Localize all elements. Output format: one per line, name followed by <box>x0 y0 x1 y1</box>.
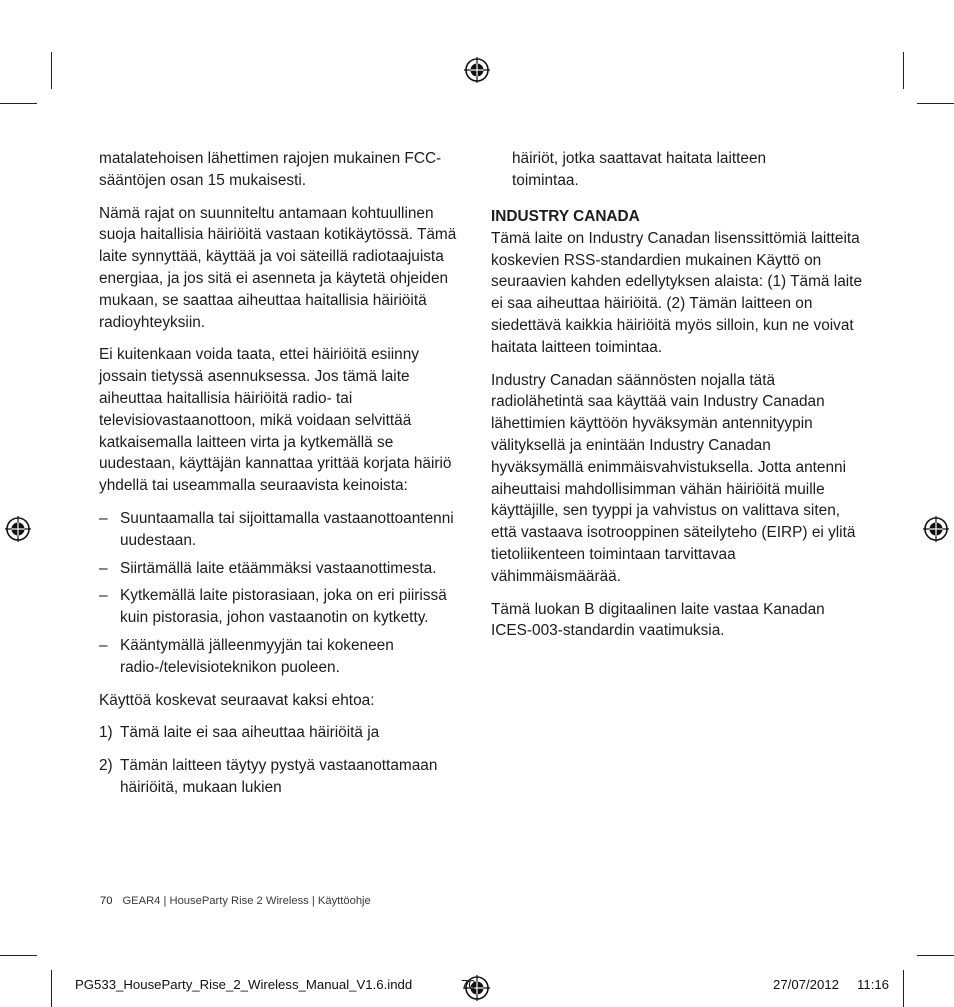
ices-paragraph: Tämä luokan B digitaalinen laite vastaa Kanadan ICES-003-standardin vaatimuksia. <box>491 600 825 640</box>
right-column <box>491 206 863 653</box>
left-column <box>99 148 457 810</box>
crop-mark-bottom-right-horizontal <box>917 955 954 956</box>
running-title: GEAR4 | HouseParty Rise 2 Wireless | Käyttöohje <box>122 895 371 907</box>
list-item-text: Suuntaamalla tai sijoittamalla vastaanottoantenni uudestaan. <box>120 509 454 549</box>
slug-page-number: 70 <box>461 977 476 992</box>
continuation-paragraph: häiriöt, jotka saattavat haitata laitteen toimintaa. <box>512 150 767 189</box>
registration-mark-top-icon <box>464 57 490 83</box>
list-item <box>99 508 457 552</box>
list-item <box>99 635 457 679</box>
condition-text: Tämän laitteen täytyy pystyä vastaanottamaan häiriöitä, mukaan lukien <box>120 757 438 796</box>
page-number: 70 <box>100 895 113 907</box>
crop-mark-top-left-horizontal <box>0 103 37 104</box>
crop-mark-top-right-horizontal <box>917 103 954 104</box>
fcc-protection-paragraph: Nämä rajat on suunniteltu antamaan kohtuullinen suoja haitallisia häiriöitä vastaan kotikäytössä. Tämä laite synnyttää, käyttää ja voi säteillä radiotaajuista energiaa, ja jos sitä ei asenneta ja käytetä ohjeiden mukaan, se saattaa aiheuttaa haitallisia häiriöitä radioyhteyksiin. <box>99 204 457 331</box>
list-item-text: Kytkemällä laite pistorasiaan, joka on eri piirissä kuin pistorasia, johon vastaanotin on kytketty. <box>120 587 447 627</box>
registration-mark-right-icon <box>923 516 949 542</box>
slug-time: 11:16 <box>857 977 890 992</box>
antenna-paragraph: Industry Canadan säännösten nojalla tätä radiolähetintä saa käyttää vain Industry Canadan lähettimien käyttöön hyväksymän antennityypin välityksellä ja enintään Industry Canadan hyväksymällä enimmäisvahvistuksella. Jotta antenni aiheuttaisi mahdollisimman vähän häiriöitä muille käyttäjille, sen tyyppi ja vahvistus on valittava siten, että vastaava isotrooppinen säteilyteho (EIRP) ei ylitä tietoliikenteen toimintaan tarvittavaa vähimmäismäärää. <box>491 371 856 585</box>
dash-mark: – <box>99 636 108 654</box>
list-item <box>99 558 457 580</box>
dash-mark: – <box>99 509 108 527</box>
conditions-intro-paragraph: Käyttöä koskevat seuraavat kaksi ehtoa: <box>99 691 375 709</box>
condition-text: Tämä laite ei saa aiheuttaa häiriöitä ja <box>120 724 380 742</box>
slug-filename: PG533_HouseParty_Rise_2_Wireless_Manual_V1.6.indd <box>75 977 413 992</box>
crop-mark-bottom-left-horizontal <box>0 955 37 956</box>
crop-mark-bottom-right-vertical <box>903 970 904 1007</box>
dash-mark: – <box>99 587 108 605</box>
page-footer <box>100 895 371 907</box>
condition-number: 1) <box>99 724 113 742</box>
right-column-continuation <box>512 148 782 203</box>
industry-canada-paragraph: Tämä laite on Industry Canadan lisenssittömiä laitteita koskevien RSS-standardien mukainen Käyttö on seuraavien kahden edellytyksen alaista: (1) Tämä laite ei saa aiheuttaa häiriöitä. (2) Tämän laitteen on siedettävä kaikkia häiriöitä myös silloin, kun ne voivat haitata laitteen toimintaa. <box>491 229 863 356</box>
list-item-text: Siirtämällä laite etäämmäksi vastaanottimesta. <box>120 559 437 577</box>
crop-mark-bottom-left-vertical <box>51 970 52 1007</box>
crop-mark-top-left-vertical <box>51 52 52 89</box>
dash-mark: – <box>99 559 108 577</box>
crop-mark-top-right-vertical <box>903 52 904 89</box>
fcc-limits-paragraph: matalatehoisen lähettimen rajojen mukainen FCC-sääntöjen osan 15 mukaisesti. <box>99 150 442 189</box>
condition-item <box>99 722 457 744</box>
list-item-text: Kääntymällä jälleenmyyjän tai kokeneen radio-/televisioteknikon puoleen. <box>120 636 394 676</box>
slug-date: 27/07/2012 <box>773 977 840 992</box>
condition-item <box>99 755 457 799</box>
industry-canada-heading: INDUSTRY CANADA <box>491 208 640 225</box>
interference-paragraph: Ei kuitenkaan voida taata, ettei häiriöitä esiinny jossain tietyssä asennuksessa. Jos tämä laite aiheuttaa haitallisia häiriöitä radio- tai televisiovastaanottoon, mikä voidaan selvittää katkaisemalla laitteen virta ja kytkemällä se uudestaan, käyttäjän kannattaa yrittää korjata häiriö yhdellä tai useammalla seuraavista keinoista: <box>99 346 452 495</box>
list-item <box>99 585 457 629</box>
registration-mark-left-icon <box>5 516 31 542</box>
condition-number: 2) <box>99 757 113 775</box>
